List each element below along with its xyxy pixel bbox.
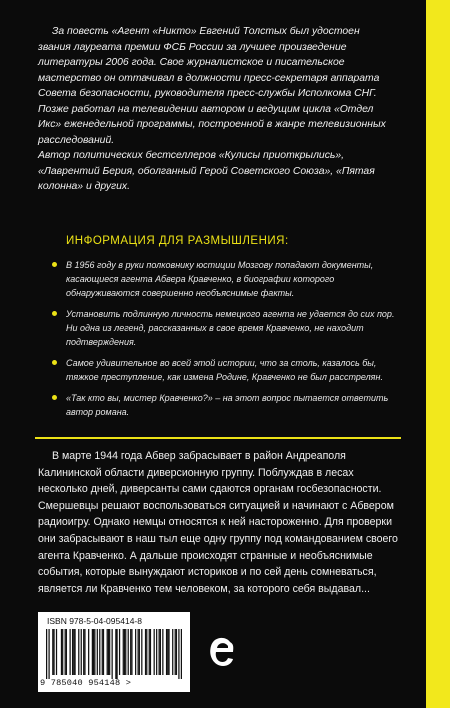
barcode-bar [119, 629, 120, 675]
barcode-digits: 9 785040 954148 > [40, 678, 132, 688]
barcode-bar [141, 629, 142, 675]
barcode-bar [150, 629, 151, 675]
barcode-bar [61, 629, 62, 675]
barcode-bar [181, 629, 182, 679]
fact-text: Самое удивительное во всей этой истории, что за столь, казалось бы, тяжкое преступление, как измена Родине, Кравченко не был расстрелян. [66, 358, 383, 382]
barcode-bar [48, 629, 49, 679]
barcode-bar [74, 629, 75, 675]
barcode-bar [53, 629, 54, 675]
barcode-bar [94, 629, 95, 675]
info-heading: ИНФОРМАЦИЯ ДЛЯ РАЗМЫШЛЕНИЯ: [66, 235, 289, 247]
barcode-bar [135, 629, 136, 675]
barcode-bar [93, 629, 94, 675]
bullet-icon [52, 395, 57, 400]
barcode-bar [84, 629, 85, 675]
barcode-bar [156, 629, 157, 675]
barcode-bar [168, 629, 169, 675]
barcode-box [38, 612, 190, 692]
barcode-icon [46, 629, 182, 679]
barcode-bar [72, 629, 73, 675]
author-bio-paragraph: Автор политических бестселлеров «Кулисы приоткрылись», «Лаврентий Берия, оболганный Герой Советского Союза», «Пятая колонна» и других. [38, 150, 375, 192]
fact-item [52, 391, 398, 419]
barcode-bar [102, 629, 103, 675]
barcode-bar [137, 629, 138, 675]
fact-item [52, 258, 398, 300]
barcode-bar [116, 629, 117, 679]
barcode-bar [65, 629, 66, 675]
barcode-bar [97, 629, 98, 675]
barcode-bar [69, 629, 70, 675]
barcode-bar [123, 629, 124, 675]
fact-text: «Так кто вы, мистер Кравченко?» – на этот вопрос пытается ответить автор романа. [66, 393, 389, 417]
barcode-bar [46, 629, 47, 679]
barcode-bar [73, 629, 74, 675]
bullet-icon [52, 262, 57, 267]
barcode-bar [159, 629, 160, 675]
barcode-bar [125, 629, 126, 675]
barcode-bar [108, 629, 109, 675]
barcode-bar [172, 629, 173, 675]
fact-text: Установить подлинную личность немецкого агента не удается до сих пор. Ни одна из легенд, рассказанных в свое время Кравченко, не находит подтверждения. [66, 309, 395, 347]
barcode-bar [130, 629, 131, 675]
author-bio-paragraph: За повесть «Агент «Никто» Евгений Толстых был удостоен звания лауреата премии ФСБ России за лучшее произведение литературы 2006 года. Свое журналистское и писательское мастерство он оттачивал в должности пресс-секретаря аппарата Совета безопасности, руководителя пресс-службы Исполкома СНГ. Позже работал на телевидении автором и ведущим цикла «Отдел Икс» еженедельной программы, построенной в жанре телевизионных расследований. [38, 26, 386, 146]
barcode-bar [112, 629, 113, 679]
barcode-bar [66, 629, 67, 675]
synopsis [38, 448, 400, 597]
fact-text: В 1956 году в руки полковнику юстиции Мозгову попадают документы, касающиеся агента Абвера Кравченко, в биографии которого обнаруживаются совершенно необъяснимые факты. [66, 260, 374, 298]
barcode-bar [124, 629, 125, 675]
yellow-divider [35, 437, 401, 439]
barcode-bar [88, 629, 89, 675]
eksmo-logo-icon [208, 634, 236, 670]
barcode-bar [56, 629, 57, 675]
barcode-bar [78, 629, 79, 675]
barcode-bar [99, 629, 100, 675]
barcode-bar [131, 629, 132, 675]
barcode-bar [103, 629, 104, 675]
barcode-bar [139, 629, 140, 675]
barcode-bar [149, 629, 150, 675]
barcode-bar [176, 629, 177, 675]
fact-item [52, 356, 398, 384]
barcode-bar [62, 629, 63, 675]
fact-item [52, 307, 398, 349]
barcode-bar [178, 629, 179, 679]
barcode-bar [175, 629, 176, 675]
barcode-bar [146, 629, 147, 675]
barcode-bar [145, 629, 146, 675]
yellow-spine-strip [426, 0, 450, 708]
barcode-bar [167, 629, 168, 675]
barcode-bar [109, 629, 110, 675]
synopsis-paragraph: В марте 1944 года Абвер забрасывает в район Андреаполя Калининской области диверсионную группу. Поблуждав в лесах несколько дней, диверсанты сами сдаются органам госбезопасности. Смершевцы решают воспользоваться ситуацией и начинают с Абвером радиоигру. Однако немцы относятся к ней настороженно. Для проверки они забрасывают в наш тыл еще одну группу под командованием своего агента Кравченко. А дальше происходят странные и необъяснимые события, которые вынуждают историков и по сей день сомневаться, является ли Кравченко тем человеком, за которого себя выдавал... [38, 450, 398, 595]
barcode-bar [128, 629, 129, 675]
barcode-bar [162, 629, 163, 675]
barcode-bar [83, 629, 84, 675]
barcode-bar [81, 629, 82, 675]
barcode-bar [107, 629, 108, 675]
bullet-icon [52, 360, 57, 365]
barcode-bar [52, 629, 53, 675]
barcode-bar [160, 629, 161, 675]
barcode-bar [166, 629, 167, 675]
barcode-bar [115, 629, 116, 679]
author-bio [38, 24, 390, 195]
bullet-icon [52, 311, 57, 316]
barcode-bar [154, 629, 155, 675]
fact-list [52, 258, 398, 426]
isbn-label: ISBN 978-5-04-095414-8 [47, 616, 142, 626]
barcode-bar [92, 629, 93, 675]
